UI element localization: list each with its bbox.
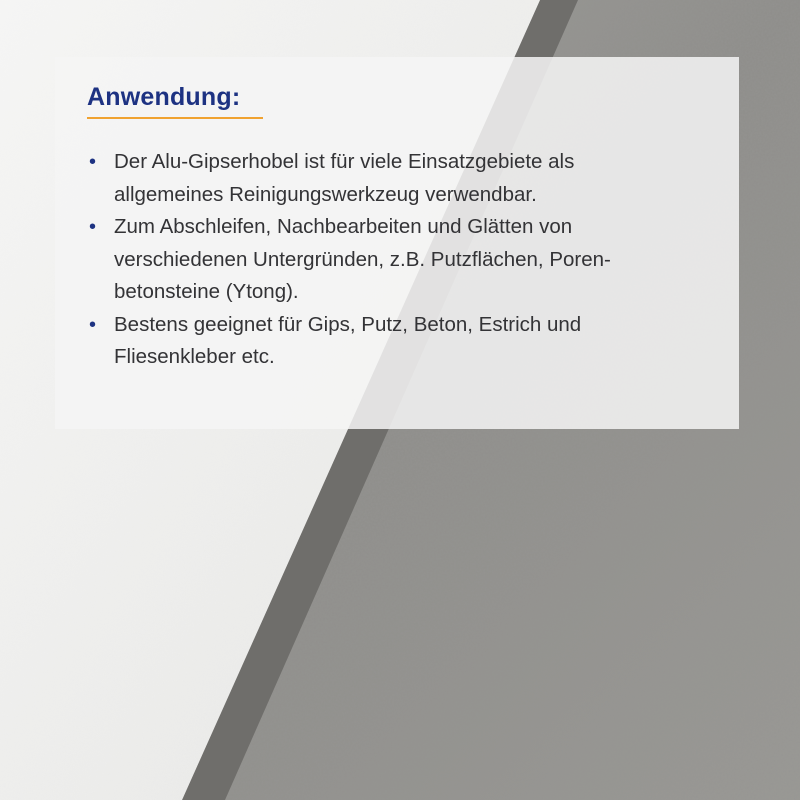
info-panel <box>55 57 739 429</box>
list-item <box>87 146 707 211</box>
bullet-icon: • <box>89 216 97 238</box>
panel-title: Anwendung: <box>87 83 241 111</box>
bullet-text: Der Alu-Gipserhobel ist für viele Einsatzgebiete als allgemeines Reinigungswerkzeug verwendbar. <box>114 150 575 206</box>
bullet-list <box>87 146 707 374</box>
bullet-text: Bestens geeignet für Gips, Putz, Beton, Estrich und Fliesenkleber etc. <box>114 312 582 368</box>
list-item <box>87 309 707 374</box>
bullet-icon: • <box>89 313 97 336</box>
bullet-icon: • <box>89 151 97 173</box>
list-item <box>87 211 707 309</box>
title-underline <box>87 117 263 119</box>
bullet-text: Zum Abschleifen, Nachbearbeiten und Glätten von verschiedenen Untergründen, z.B. Putzflächen, Poren- betonsteine (Ytong). <box>114 215 611 303</box>
